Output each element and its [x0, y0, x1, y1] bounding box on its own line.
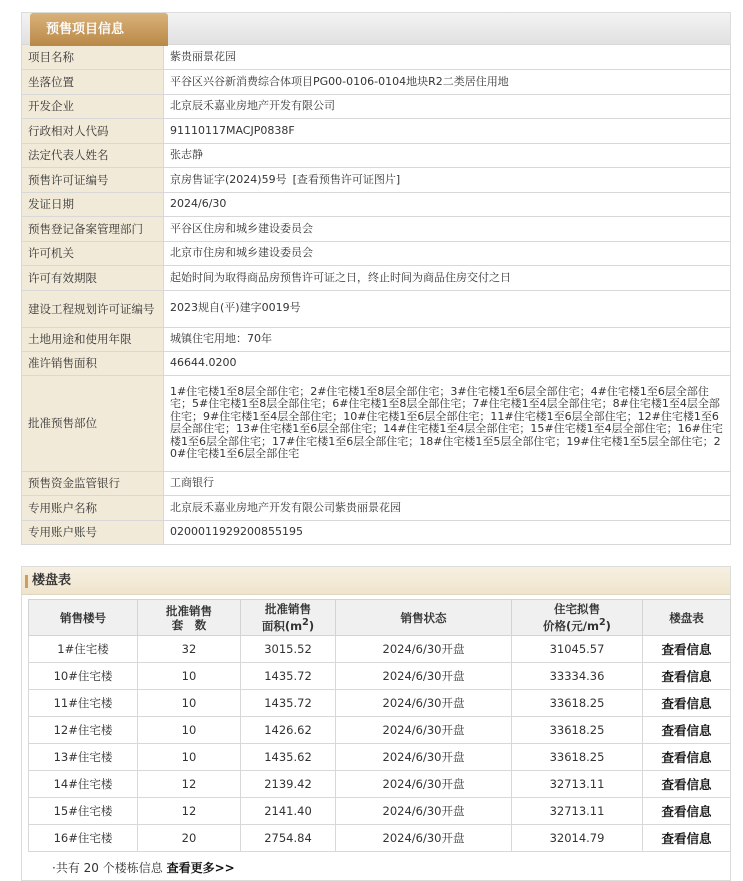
info-row [22, 241, 731, 266]
view-info-link[interactable]: 查看信息 [643, 771, 731, 798]
cell-building: 15#住宅楼 [29, 798, 138, 825]
cell-area: 1435.72 [241, 663, 336, 690]
cell-units: 10 [138, 744, 241, 771]
col-header-units: 批准销售 套 数 [138, 600, 241, 636]
table-row [29, 771, 731, 798]
view-more-link[interactable]: 查看更多>> [166, 861, 235, 875]
info-label: 批准预售部位 [22, 375, 164, 471]
info-row [22, 471, 731, 496]
view-info-link[interactable]: 查看信息 [643, 690, 731, 717]
info-label: 专用账户名称 [22, 496, 164, 521]
table-row [29, 717, 731, 744]
info-value-cell [164, 119, 731, 144]
table-row [29, 690, 731, 717]
cell-building: 12#住宅楼 [29, 717, 138, 744]
info-value-cell [164, 520, 731, 545]
cell-building: 10#住宅楼 [29, 663, 138, 690]
view-info-link[interactable]: 查看信息 [643, 798, 731, 825]
info-value: 1#住宅楼1至8层全部住宅；2#住宅楼1至8层全部住宅；3#住宅楼1至6层全部住宅；4#住宅楼1至6层全部住宅；5#住宅楼1至8层全部住宅；6#住宅楼1至8层全部住宅；7#住宅楼1至4层全部住宅；8#住宅楼1至4层全部住宅；9#住宅楼1至4层全部住宅；10#住宅楼1至6层全部住宅；11#住宅楼1至6层全部住宅；12#住宅楼1至6层全部住宅；13#住宅楼1至6层全部住宅；14#住宅楼1至4层全部住宅；15#住宅楼1至4层全部住宅；16#住宅楼1至6层全部住宅；17#住宅楼1至6层全部住宅；18#住宅楼1至5层全部住宅；19#住宅楼1至5层全部住宅；20#住宅楼1至6层全部住宅 [170, 384, 723, 460]
info-value: 46644.0200 [170, 355, 237, 369]
info-value-cell [164, 471, 731, 496]
footer-prefix: ·共有 [52, 861, 80, 875]
cell-price: 32713.11 [512, 771, 643, 798]
table-row [29, 825, 731, 852]
info-value-cell [164, 45, 731, 70]
cell-units: 10 [138, 663, 241, 690]
view-info-link[interactable]: 查看信息 [643, 717, 731, 744]
info-row [22, 143, 731, 168]
cell-price: 32014.79 [512, 825, 643, 852]
info-value: 91110117MACJP0838F [170, 123, 295, 137]
info-label: 开发企业 [22, 94, 164, 119]
cell-area: 2139.42 [241, 771, 336, 798]
table-header-row [29, 600, 731, 636]
info-label: 行政相对人代码 [22, 119, 164, 144]
info-row [22, 119, 731, 144]
info-value-cell [164, 351, 731, 375]
cell-area: 1426.62 [241, 717, 336, 744]
cell-units: 32 [138, 636, 241, 663]
table-row [29, 744, 731, 771]
cell-price: 32713.11 [512, 798, 643, 825]
info-row [22, 351, 731, 375]
info-label: 准许销售面积 [22, 351, 164, 375]
info-value-cell [164, 496, 731, 521]
info-label: 项目名称 [22, 45, 164, 70]
section-marker [25, 575, 28, 588]
cell-units: 20 [138, 825, 241, 852]
info-value: 起始时间为取得商品房预售许可证之日，终止时间为商品住房交付之日 [170, 270, 511, 284]
info-label: 许可有效期限 [22, 266, 164, 291]
col-header-building: 销售楼号 [29, 600, 138, 636]
table-footer [52, 859, 235, 876]
info-value-cell [164, 70, 731, 95]
info-value: 城镇住宅用地：70年 [170, 331, 272, 345]
view-info-link[interactable]: 查看信息 [643, 825, 731, 852]
info-value-cell [164, 266, 731, 291]
info-value: 平谷区兴谷新消费综合体项目PG00-0106-0104地块R2二类居住用地 [170, 74, 509, 88]
table-row [29, 663, 731, 690]
cell-status: 2024/6/30开盘 [336, 744, 512, 771]
info-value-cell [164, 94, 731, 119]
info-row [22, 290, 731, 327]
col-header-price: 住宅拟售 价格(元$/m^2$) [512, 600, 643, 636]
info-row [22, 45, 731, 70]
footer-suffix: 个楼栋信息 [102, 861, 163, 875]
info-row [22, 168, 731, 193]
info-value-cell [164, 168, 731, 193]
table-row [29, 798, 731, 825]
info-row [22, 266, 731, 291]
table-row [29, 636, 731, 663]
cell-status: 2024/6/30开盘 [336, 771, 512, 798]
info-value-cell [164, 217, 731, 242]
footer-count: 20 [83, 861, 99, 875]
info-label: 许可机关 [22, 241, 164, 266]
info-value: 张志静 [170, 148, 203, 161]
info-label: 坐落位置 [22, 70, 164, 95]
info-value: 北京辰禾嘉业房地产开发有限公司紫贵丽景花园 [170, 500, 401, 514]
info-value-cell [164, 375, 731, 471]
info-row [22, 520, 731, 545]
info-label: 预售许可证编号 [22, 168, 164, 193]
info-label: 专用账户账号 [22, 520, 164, 545]
cell-price: 33618.25 [512, 744, 643, 771]
cell-price: 33334.36 [512, 663, 643, 690]
view-info-link[interactable]: 查看信息 [643, 663, 731, 690]
cell-building: 16#住宅楼 [29, 825, 138, 852]
cell-area: 3015.52 [241, 636, 336, 663]
cell-area: 1435.62 [241, 744, 336, 771]
cell-status: 2024/6/30开盘 [336, 798, 512, 825]
info-value: 工商银行 [170, 476, 214, 489]
info-label: 预售资金监管银行 [22, 471, 164, 496]
info-label: 法定代表人姓名 [22, 143, 164, 168]
info-row [22, 94, 731, 119]
info-value: 2024/6/30 [170, 197, 227, 210]
info-value: 北京市住房和城乡建设委员会 [170, 246, 313, 259]
info-value-cell [164, 241, 731, 266]
info-row [22, 375, 731, 471]
cell-status: 2024/6/30开盘 [336, 690, 512, 717]
info-value: 紫贵丽景花园 [170, 49, 236, 63]
col-header-table: 楼盘表 [643, 600, 731, 636]
building-table [28, 599, 731, 852]
cell-area: 1435.72 [241, 690, 336, 717]
info-value: 0200011929200855195 [170, 525, 303, 538]
cell-price: 31045.57 [512, 636, 643, 663]
view-info-link[interactable]: 查看信息 [643, 744, 731, 771]
cell-status: 2024/6/30开盘 [336, 825, 512, 852]
cell-units: 12 [138, 798, 241, 825]
building-table-section [21, 566, 731, 881]
info-row [22, 217, 731, 242]
info-label: 预售登记备案管理部门 [22, 217, 164, 242]
cell-price: 33618.25 [512, 717, 643, 744]
info-value: 2023规自(平)建字0019号 [170, 301, 301, 315]
cell-building: 13#住宅楼 [29, 744, 138, 771]
tab-bar [21, 12, 731, 44]
cell-area: 2141.40 [241, 798, 336, 825]
info-row [22, 192, 731, 217]
cell-units: 10 [138, 690, 241, 717]
info-value-cell [164, 143, 731, 168]
view-license-image-link[interactable]: [查看预售许可证图片] [292, 172, 401, 186]
cell-status: 2024/6/30开盘 [336, 717, 512, 744]
cell-area: 2754.84 [241, 825, 336, 852]
presale-info-table [21, 44, 731, 545]
cell-status: 2024/6/30开盘 [336, 636, 512, 663]
cell-status: 2024/6/30开盘 [336, 663, 512, 690]
info-label: 发证日期 [22, 192, 164, 217]
section-title: 楼盘表 [32, 573, 72, 588]
tab-presale-info[interactable]: 预售项目信息 [30, 13, 168, 46]
cell-units: 10 [138, 717, 241, 744]
info-value-cell [164, 290, 731, 327]
view-info-link[interactable]: 查看信息 [643, 636, 731, 663]
info-value-cell [164, 192, 731, 217]
col-header-status: 销售状态 [336, 600, 512, 636]
info-value: 北京辰禾嘉业房地产开发有限公司 [170, 99, 335, 112]
cell-building: 14#住宅楼 [29, 771, 138, 798]
info-value: 平谷区住房和城乡建设委员会 [170, 221, 313, 235]
cell-building: 11#住宅楼 [29, 690, 138, 717]
info-row [22, 70, 731, 95]
cell-units: 12 [138, 771, 241, 798]
cell-price: 33618.25 [512, 690, 643, 717]
info-row [22, 496, 731, 521]
info-label: 建设工程规划许可证编号 [22, 290, 164, 327]
section-header [22, 567, 730, 595]
info-row [22, 327, 731, 351]
info-value: 京房售证字(2024)59号 [170, 172, 287, 186]
info-value-cell [164, 327, 731, 351]
cell-building: 1#住宅楼 [29, 636, 138, 663]
info-label: 土地用途和使用年限 [22, 327, 164, 351]
col-header-area: 批准销售 面积$(m^2)$ [241, 600, 336, 636]
presale-info-section [21, 12, 731, 545]
